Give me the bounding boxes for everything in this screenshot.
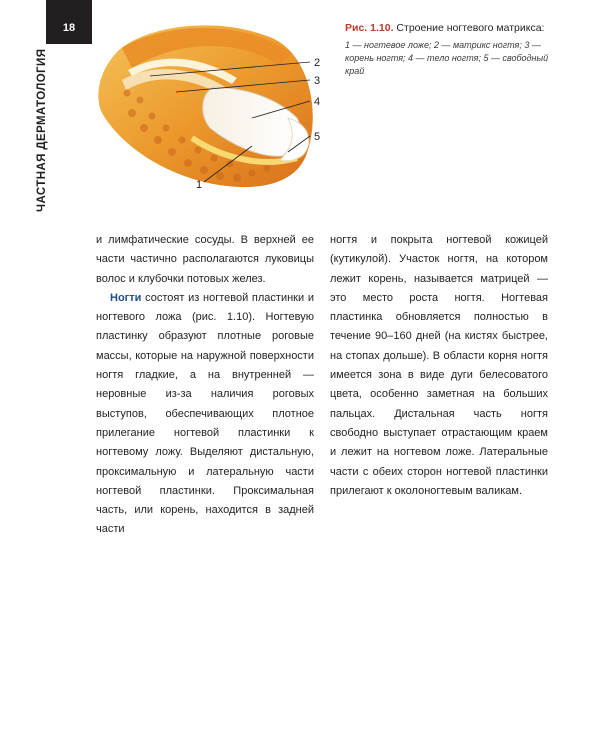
nail-matrix-illustration xyxy=(92,18,332,198)
label-5: 5 xyxy=(314,131,321,143)
caption-number: Рис. 1.10. xyxy=(345,22,394,34)
page-number: 18 xyxy=(46,0,92,44)
label-2: 2 xyxy=(314,57,321,69)
caption-legend: 1 — ногтевое ложе; 2 — матрикс ногтя; 3 — корень ногтя; 4 — тело ногтя; 5 — свободный край xyxy=(345,40,549,76)
text-column-right xyxy=(330,231,548,501)
text-column-left xyxy=(96,231,314,540)
label-3: 3 xyxy=(314,75,321,87)
figure-caption xyxy=(345,22,550,78)
paragraph: ногтя и покрыта ногтевой кожицей (кутикулой). Участок ногтя, на котором лежит корень, называется матрицей — это место роста ногтя. Ногтевая пластинка обновляется полностью в течение 90–160 дней (на кистях быстрее, на стопах дольше). В области корня ногтя имеется зона в виде дуги белесоватого цвета, особенно заметная на больших пальцах. Дистальная часть ногтя свободно выступает отрастающим краем и лежит на ногтевом ложе. Латеральные части с обеих сторон ногтевой пластинки прилегают к околоногтевым валикам. xyxy=(330,234,548,497)
caption-title: Строение ногтевого матрикса: xyxy=(396,22,545,34)
paragraph-nails xyxy=(96,289,314,540)
paragraph: и лимфатические сосуды. В верхней ее части частично располагаются луковицы волос и клубочки потовых желез. xyxy=(96,234,314,285)
section-title-text: ЧАСТНАЯ ДЕРМАТОЛОГИЯ xyxy=(36,48,48,212)
label-1: 1 xyxy=(196,179,203,191)
caption-heading xyxy=(345,22,550,35)
term-nails: Ногти xyxy=(110,291,142,304)
paragraph-text: состоят из ногтевой пластинки и ногтевого ложа (рис. 1.10). Ногтевую пластинку образуют плотные роговые массы, которые на наружной поверхности ногтя гладкие, а на внутренней — неровные из-за наличия роговых выступов, обеспечивающих плотное прилегание ногтевой пластинки к ногтевому ложу. Выделяют дистальную, проксимальную и латеральную части ногтевой пластинки. Проксимальная часть, или корень, находится в задней части xyxy=(96,291,314,536)
label-4: 4 xyxy=(314,96,321,108)
